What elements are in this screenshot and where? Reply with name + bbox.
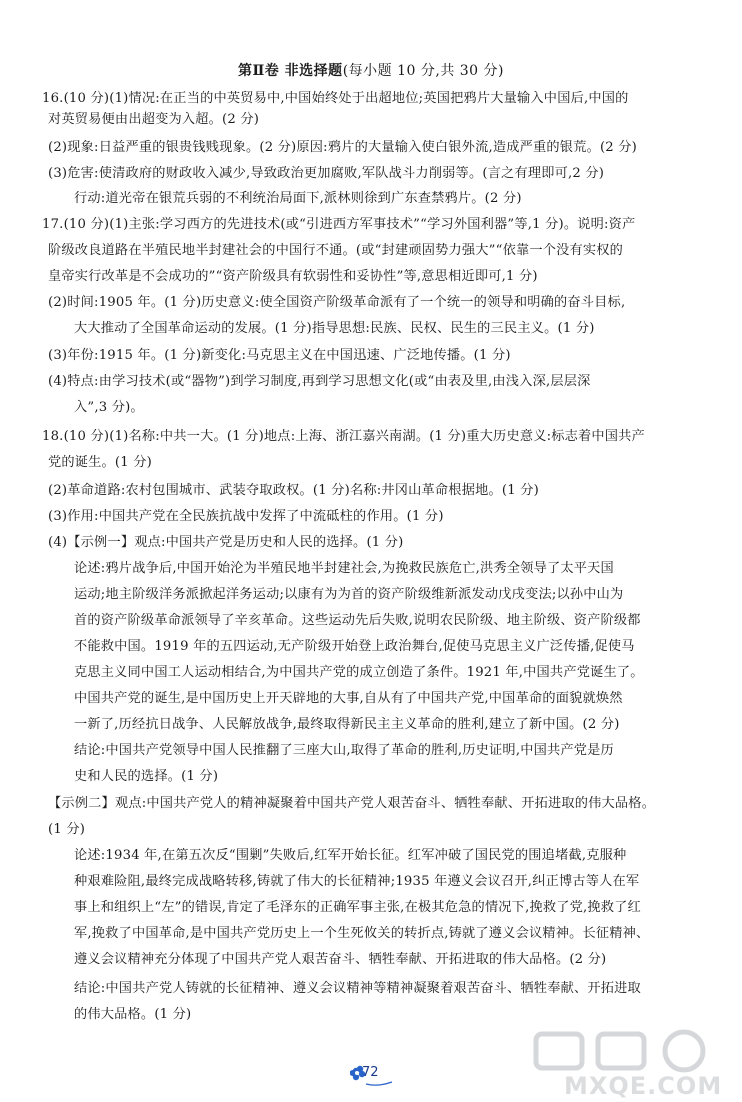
text-line: 军,挽救了中国革命,是中国共产党历史上一个生死攸关的转折点,铸就了遵义会议精神。长征精神、 [74,926,650,941]
text-line: 入”,3 分)。 [74,400,144,415]
section-title-sub: (每小题 10 分,共 30 分) [342,63,504,79]
text-line: 克思主义同中国工人运动相结合,为中国共产党的成立创造了条件。1921 年,中国共产党诞生了。 [74,665,644,680]
text-line: (3)作用:中国共产党在全民族抗战中发挥了中流砥柱的作用。(1 分) [48,509,444,524]
text-line: 论述:1934 年,在第五次反“围剿”失败后,红军开始长征。红军冲破了国民党的围追堵截,克服种 [74,848,627,863]
text-line: 结论:中国共产党领导中国人民推翻了三座大山,取得了革命的胜利,历史证明,中国共产党是历 [74,743,614,758]
text-line: (3)危害:使清政府的财政收入减少,导致政治更加腐败,军队战斗力削弱等。(言之有理即可,2 分) [48,166,605,181]
text-line: 17.(10 分)(1)主张:学习西方的先进技术(或“引进西方军事技术”“学习外国利器”等,1 分)。说明:资产 [42,217,636,232]
text-line: (4)【示例一】观点:中国共产党是历史和人民的选择。(1 分) [48,535,404,550]
text-line: 【示例二】观点:中国共产党人的精神凝聚着中国共产党人艰苦奋斗、牺牲奉献、开拓进取的伟大品格。 [48,796,656,811]
text-line: 首的资产阶级革命派领导了辛亥革命。这些运动先后失败,说明农民阶级、地主阶级、资产阶级都 [74,613,641,628]
text-line: 皇帝实行改革是不会成功的”“资产阶级具有软弱性和妥协性”等,意思相近即可,1 分) [48,269,538,284]
text-line: 一新了,历经抗日战争、人民解放战争,最终取得新民主主义革命的胜利,建立了新中国。(2 分) [74,717,620,732]
text-line: 史和人民的选择。(1 分) [74,769,219,784]
text-line: 事上和组织上“左”的错误,肯定了毛泽东的正确军事主张,在极其危急的情况下,挽救了党,挽救了红 [74,900,641,915]
text-line: (4)特点:由学习技术(或“器物”)到学习制度,再到学习思想文化(或“由表及里,由浅入深,层层深 [48,374,591,389]
section-title [0,60,742,80]
watermark-glyphs [528,1028,738,1074]
text-line: 16.(10 分)(1)情况:在正当的中英贸易中,中国始终处于出超地位;英国把鸦片大量输入中国后,中国的 [42,91,629,106]
text-line: (3)年份:1915 年。(1 分)新变化:马克思主义在中国迅速、广泛地传播。(1 分) [48,348,511,363]
text-line: 运动;地主阶级洋务派掀起洋务运动;以康有为为首的资产阶级维新派发动戊戌变法;以孙中山为 [74,587,624,602]
watermark-text: MXQE.COM [564,1072,723,1100]
text-line: (2)现象:日益严重的银贵钱贱现象。(2 分)原因:鸦片的大量输入使白银外流,造成严重的银荒。(2 分) [48,140,638,155]
text-line: 论述:鸦片战争后,中国开始沦为半殖民地半封建社会,为挽救民族危亡,洪秀全领导了太平天国 [74,561,614,576]
text-line: 的伟大品格。(1 分) [74,1007,192,1022]
text-line: 中国共产党的诞生,是中国历史上开天辟地的大事,自从有了中国共产党,中国革命的面貌就焕然 [74,691,623,706]
text-line: 遵义会议精神充分体现了中国共产党人艰苦奋斗、牺牲奉献、开拓进取的伟大品格。(2 分) [74,952,607,967]
text-line: 大大推动了全国革命运动的发展。(1 分)指导思想:民族、民权、民生的三民主义。(1 分) [74,321,595,336]
text-line: (2)革命道路:农村包围城市、武装夺取政权。(1 分)名称:井冈山革命根据地。(1 分) [48,483,539,498]
text-line: 结论:中国共产党人铸就的长征精神、遵义会议精神等精神凝聚着艰苦奋斗、牺牲奉献、开拓进取 [74,981,641,996]
watermark-logo [528,1028,738,1102]
text-line: 党的诞生。(1 分) [48,455,152,470]
text-line: 种艰难险阻,最终完成战略转移,铸就了伟大的长征精神;1935 年遵义会议召开,纠正博古等人在军 [74,874,640,889]
text-line: 不能救中国。1919 年的五四运动,无产阶级开始登上政治舞台,促使马克思主义广泛传播,促使马 [74,639,635,654]
page-number-badge [350,1062,394,1088]
section-title-main: 第Ⅱ卷 非选择题 [238,63,343,79]
page-number: 72 [362,1065,379,1080]
text-line: 对英贸易便由出超变为入超。(2 分) [48,112,260,127]
text-line: (1 分) [48,822,86,837]
text-line: (2)时间:1905 年。(1 分)历史意义:使全国资产阶级革命派有了一个统一的领导和明确的奋斗目标, [48,295,626,310]
text-line: 18.(10 分)(1)名称:中共一大。(1 分)地点:上海、浙江嘉兴南湖。(1 分)重大历史意义:标志着中国共产 [42,429,645,444]
text-line: 行动:道光帝在银荒兵弱的不利统治局面下,派林则徐到广东查禁鸦片。(2 分) [74,191,522,206]
text-line: 阶级改良道路在半殖民地半封建社会的中国行不通。(或“封建顽固势力强大”“依靠一个没有实权的 [48,243,624,258]
